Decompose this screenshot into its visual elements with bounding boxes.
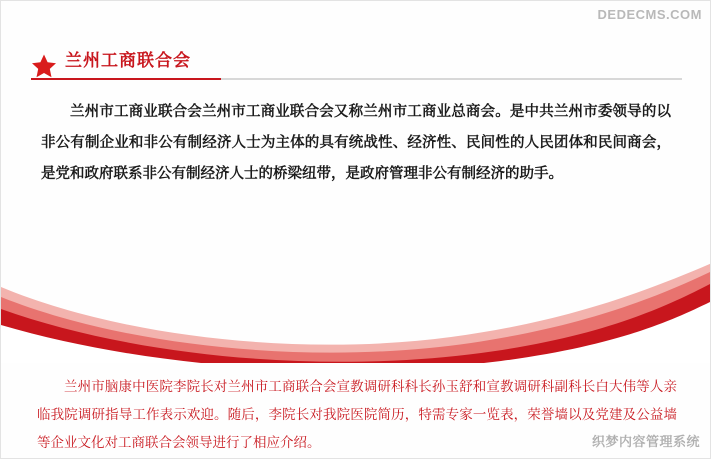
watermark-bottom-right: 织梦内容管理系统: [591, 434, 700, 449]
body-paragraph: 兰州市工商业联合会兰州市工商业联合会又称兰州市工商业总商会。是中共兰州市委领导的以非公有制企业和非公有制经济人士为主体的具有统战性、经济性、民间性的人民团体和民间商会，是党和政府联系非公有制经济人士的桥梁纽带，是政府管理非公有制经济的助手。: [41, 104, 671, 182]
page-title: 兰州工商联合会: [65, 51, 191, 70]
red-star-icon: [31, 53, 57, 79]
section-header-inner: [31, 47, 682, 87]
decorative-wave: [1, 253, 711, 363]
header-divider-accent: [31, 78, 221, 80]
watermark-top-right: DEDECMS.COM: [597, 7, 702, 22]
image-caption: 兰州市脑康中医院李院长对兰州市工商联合会宣教调研科科长孙玉舒和宣教调研科副科长白大伟等人亲临我院调研指导工作表示欢迎。随后，李院长对我院医院简历，特需专家一览表，荣誉墙以及党建及公益墙等企业文化对工商联合会领导进行了相应介绍。: [37, 379, 677, 450]
section-header: [1, 47, 711, 87]
